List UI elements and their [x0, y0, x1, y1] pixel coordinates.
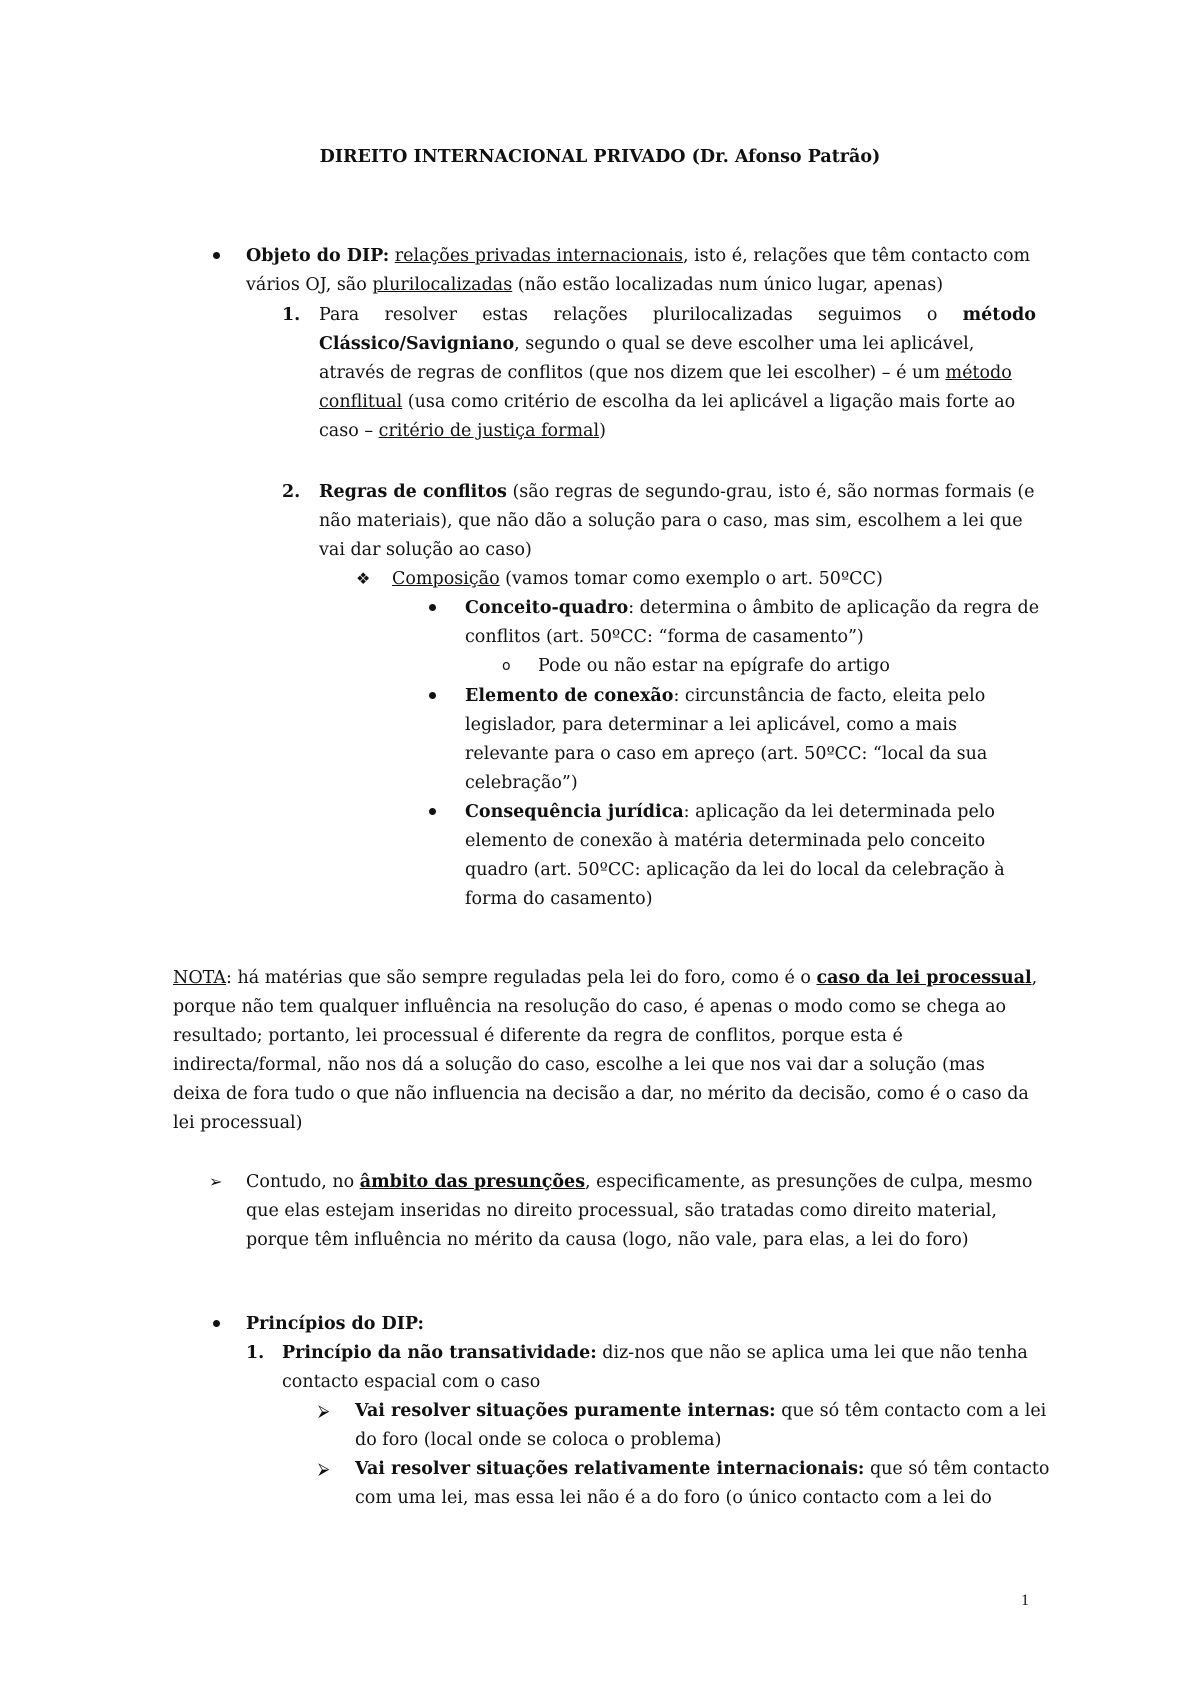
bullet-icon [429, 604, 436, 611]
item1-underline-3: método [945, 363, 1012, 383]
principios-heading: Princípios do DIP: [246, 1314, 424, 1334]
principio-1a-line-1 [355, 1401, 1046, 1421]
objeto-underline-2: plurilocalizadas [372, 275, 513, 295]
elemento-line-2: legislador, para determinar a lei aplicável, como a mais [465, 715, 957, 735]
objeto-underline-1: relações privadas internacionais [394, 246, 683, 266]
objeto-text-2b: (não estão localizadas num único lugar, apenas) [512, 275, 944, 295]
item1-word: estas [482, 305, 528, 325]
nota-line-2: porque não tem qualquer influência na resolução do caso, é apenas o modo como se chega ao [173, 997, 1007, 1017]
principio-1b-line-1 [355, 1459, 1049, 1479]
principio-1a-bold: Vai resolver situações puramente internas: [355, 1401, 776, 1421]
bullet-icon [213, 252, 220, 259]
nota-line-4: indirecta/formal, não nos dá a solução do caso, escolhe a lei que nos vai dar a solução (mas [173, 1055, 985, 1075]
nota-lead: NOTA [173, 968, 227, 988]
list-number-p1: 1. [246, 1343, 265, 1363]
item1-text-4: (usa como critério de escolha da lei aplicável a ligação mais forte ao [402, 392, 1016, 412]
item1-bold: Clássico/Savigniano [319, 334, 515, 354]
nota-text-1: : há matérias que são sempre reguladas pela lei do foro, como é o [226, 968, 817, 988]
composicao-underline: Composição [392, 569, 500, 589]
item2-line-2: não materiais), que não dão a solução para o caso, mas sim, escolhem a lei que [319, 511, 1023, 531]
item1-underline-4: conflitual [319, 392, 403, 412]
nota-underline-bold: caso da lei processual [816, 968, 1032, 988]
elemento-line-4: celebração”) [465, 773, 578, 793]
principio-1a-text: que só têm contacto com a lei [775, 1401, 1047, 1421]
contudo-line-1 [246, 1172, 1032, 1192]
principio-1b-bold: Vai resolver situações relativamente internacionais: [355, 1459, 865, 1479]
list-number-2: 2. [282, 482, 301, 502]
consequencia-text-1: : aplicação da lei determinada pelo [683, 802, 995, 822]
list-number-1: 1. [282, 305, 301, 325]
item1-line-4 [319, 392, 1015, 412]
conceito-line-2: conflitos (art. 50ºCC: “forma de casamento”) [465, 627, 864, 647]
item2-line-1 [319, 482, 1035, 502]
composicao-text: (vamos tomar como exemplo o art. 50ºCC) [499, 569, 883, 589]
item1-text-5a: caso – [319, 421, 379, 441]
objeto-line-1 [246, 246, 1030, 266]
consequencia-line-4: forma do casamento) [465, 889, 653, 909]
item2-bold: Regras de conflitos [319, 482, 507, 502]
nota-line-3: resultado; portanto, lei processual é diferente da regra de conflitos, porque esta é [173, 1026, 903, 1046]
bullet-icon [429, 692, 436, 699]
elemento-text-1: : circunstância de facto, eleita pelo [673, 686, 986, 706]
item1-text-5b: ) [599, 421, 606, 441]
objeto-lead: Objeto do DIP: [246, 246, 390, 266]
document-title: DIREITO INTERNACIONAL PRIVADO (Dr. Afonso Patrão) [319, 147, 881, 167]
item2-line-3: vai dar solução ao caso) [319, 540, 532, 560]
item1-word: seguimos [818, 305, 902, 325]
item1-word: método [962, 305, 1036, 325]
bullet-icon [429, 808, 436, 815]
contudo-text-1a: Contudo, no [246, 1172, 360, 1192]
conceito-subitem: Pode ou não estar na epígrafe do artigo [538, 656, 890, 676]
principio-1a-line-2: do foro (local onde se coloca o problema) [355, 1430, 722, 1450]
item1-line-3 [319, 363, 1012, 383]
nota-line-1 [173, 968, 1037, 988]
consequencia-line-2: elemento de conexão à matéria determinada pelo conceito [465, 831, 986, 851]
elemento-line-1 [465, 686, 1036, 706]
objeto-line-2 [246, 275, 943, 295]
item1-word: o [926, 305, 938, 325]
principio-1-bold: Princípio da não transatividade: [282, 1343, 597, 1363]
diamond-bullet-icon: ❖ [356, 569, 371, 588]
item1-text-3: através de regras de conflitos (que nos dizem que lei escolher) – é um [319, 363, 946, 383]
contudo-text-1b: , especificamente, as presunções de culpa, mesmo [585, 1172, 1033, 1192]
item2-text-1: (são regras de segundo-grau, isto é, são normas formais (e [506, 482, 1035, 502]
item1-underline-5: critério de justiça formal [378, 421, 600, 441]
nota-line-5: deixa de fora tudo o que não influencia na decisão a dar, no mérito da decisão, como é o caso da [173, 1084, 1029, 1104]
contudo-line-3: porque têm influência no mérito da causa (logo, não vale, para elas, a lei do foro) [246, 1230, 969, 1250]
item1-word: Para [319, 305, 360, 325]
item1-word: relações [553, 305, 628, 325]
principio-1-line-1 [282, 1343, 1028, 1363]
item1-word: plurilocalizadas [652, 305, 793, 325]
elemento-line-3: relevante para o caso em apreço (art. 50ºCC: “local da sua [465, 744, 988, 764]
bullet-icon [213, 1320, 220, 1327]
consequencia-bold: Consequência jurídica [465, 802, 684, 822]
conceito-text-1: : determina o âmbito de aplicação da regra de [628, 598, 1040, 618]
principio-1-line-2: contacto espacial com o caso [282, 1372, 541, 1392]
contudo-line-2: que elas estejam inseridas no direito processual, são tratadas como direito material, [246, 1201, 997, 1221]
item1-line-5 [319, 421, 606, 441]
conceito-bold: Conceito-quadro [465, 598, 629, 618]
consequencia-line-3: quadro (art. 50ºCC: aplicação da lei do local da celebração à [465, 860, 1005, 880]
item1-text-2: , segundo o qual se deve escolher uma lei aplicável, [514, 334, 975, 354]
arrowhead-bullet-icon: ⮚ [318, 1459, 330, 1478]
circle-bullet-icon: o [502, 658, 511, 674]
item1-word: resolver [384, 305, 457, 325]
elemento-bold: Elemento de conexão [465, 686, 674, 706]
principio-1-text: diz-nos que não se aplica uma lei que não tenha [596, 1343, 1028, 1363]
principio-1b-text: que só têm contacto [864, 1459, 1050, 1479]
consequencia-line-1 [465, 802, 995, 822]
item1-line-1 [319, 305, 1036, 325]
item1-line-2 [319, 334, 974, 354]
conceito-line-1 [465, 598, 1039, 618]
objeto-text-2a: vários OJ, são [246, 275, 373, 295]
composicao-line [392, 569, 883, 589]
nota-comma: , [1031, 968, 1038, 988]
objeto-text-1: , isto é, relações que têm contacto com [682, 246, 1031, 266]
arrowhead-bullet-icon: ⮚ [318, 1401, 330, 1420]
principio-1b-line-2: com uma lei, mas essa lei não é a do foro (o único contacto com a lei do [355, 1488, 992, 1508]
nota-line-6: lei processual) [173, 1113, 303, 1133]
page-number: 1 [1021, 1592, 1029, 1609]
arrowhead-bullet-icon: ➢ [209, 1172, 223, 1191]
contudo-underline-bold: âmbito das presunções [359, 1172, 586, 1192]
